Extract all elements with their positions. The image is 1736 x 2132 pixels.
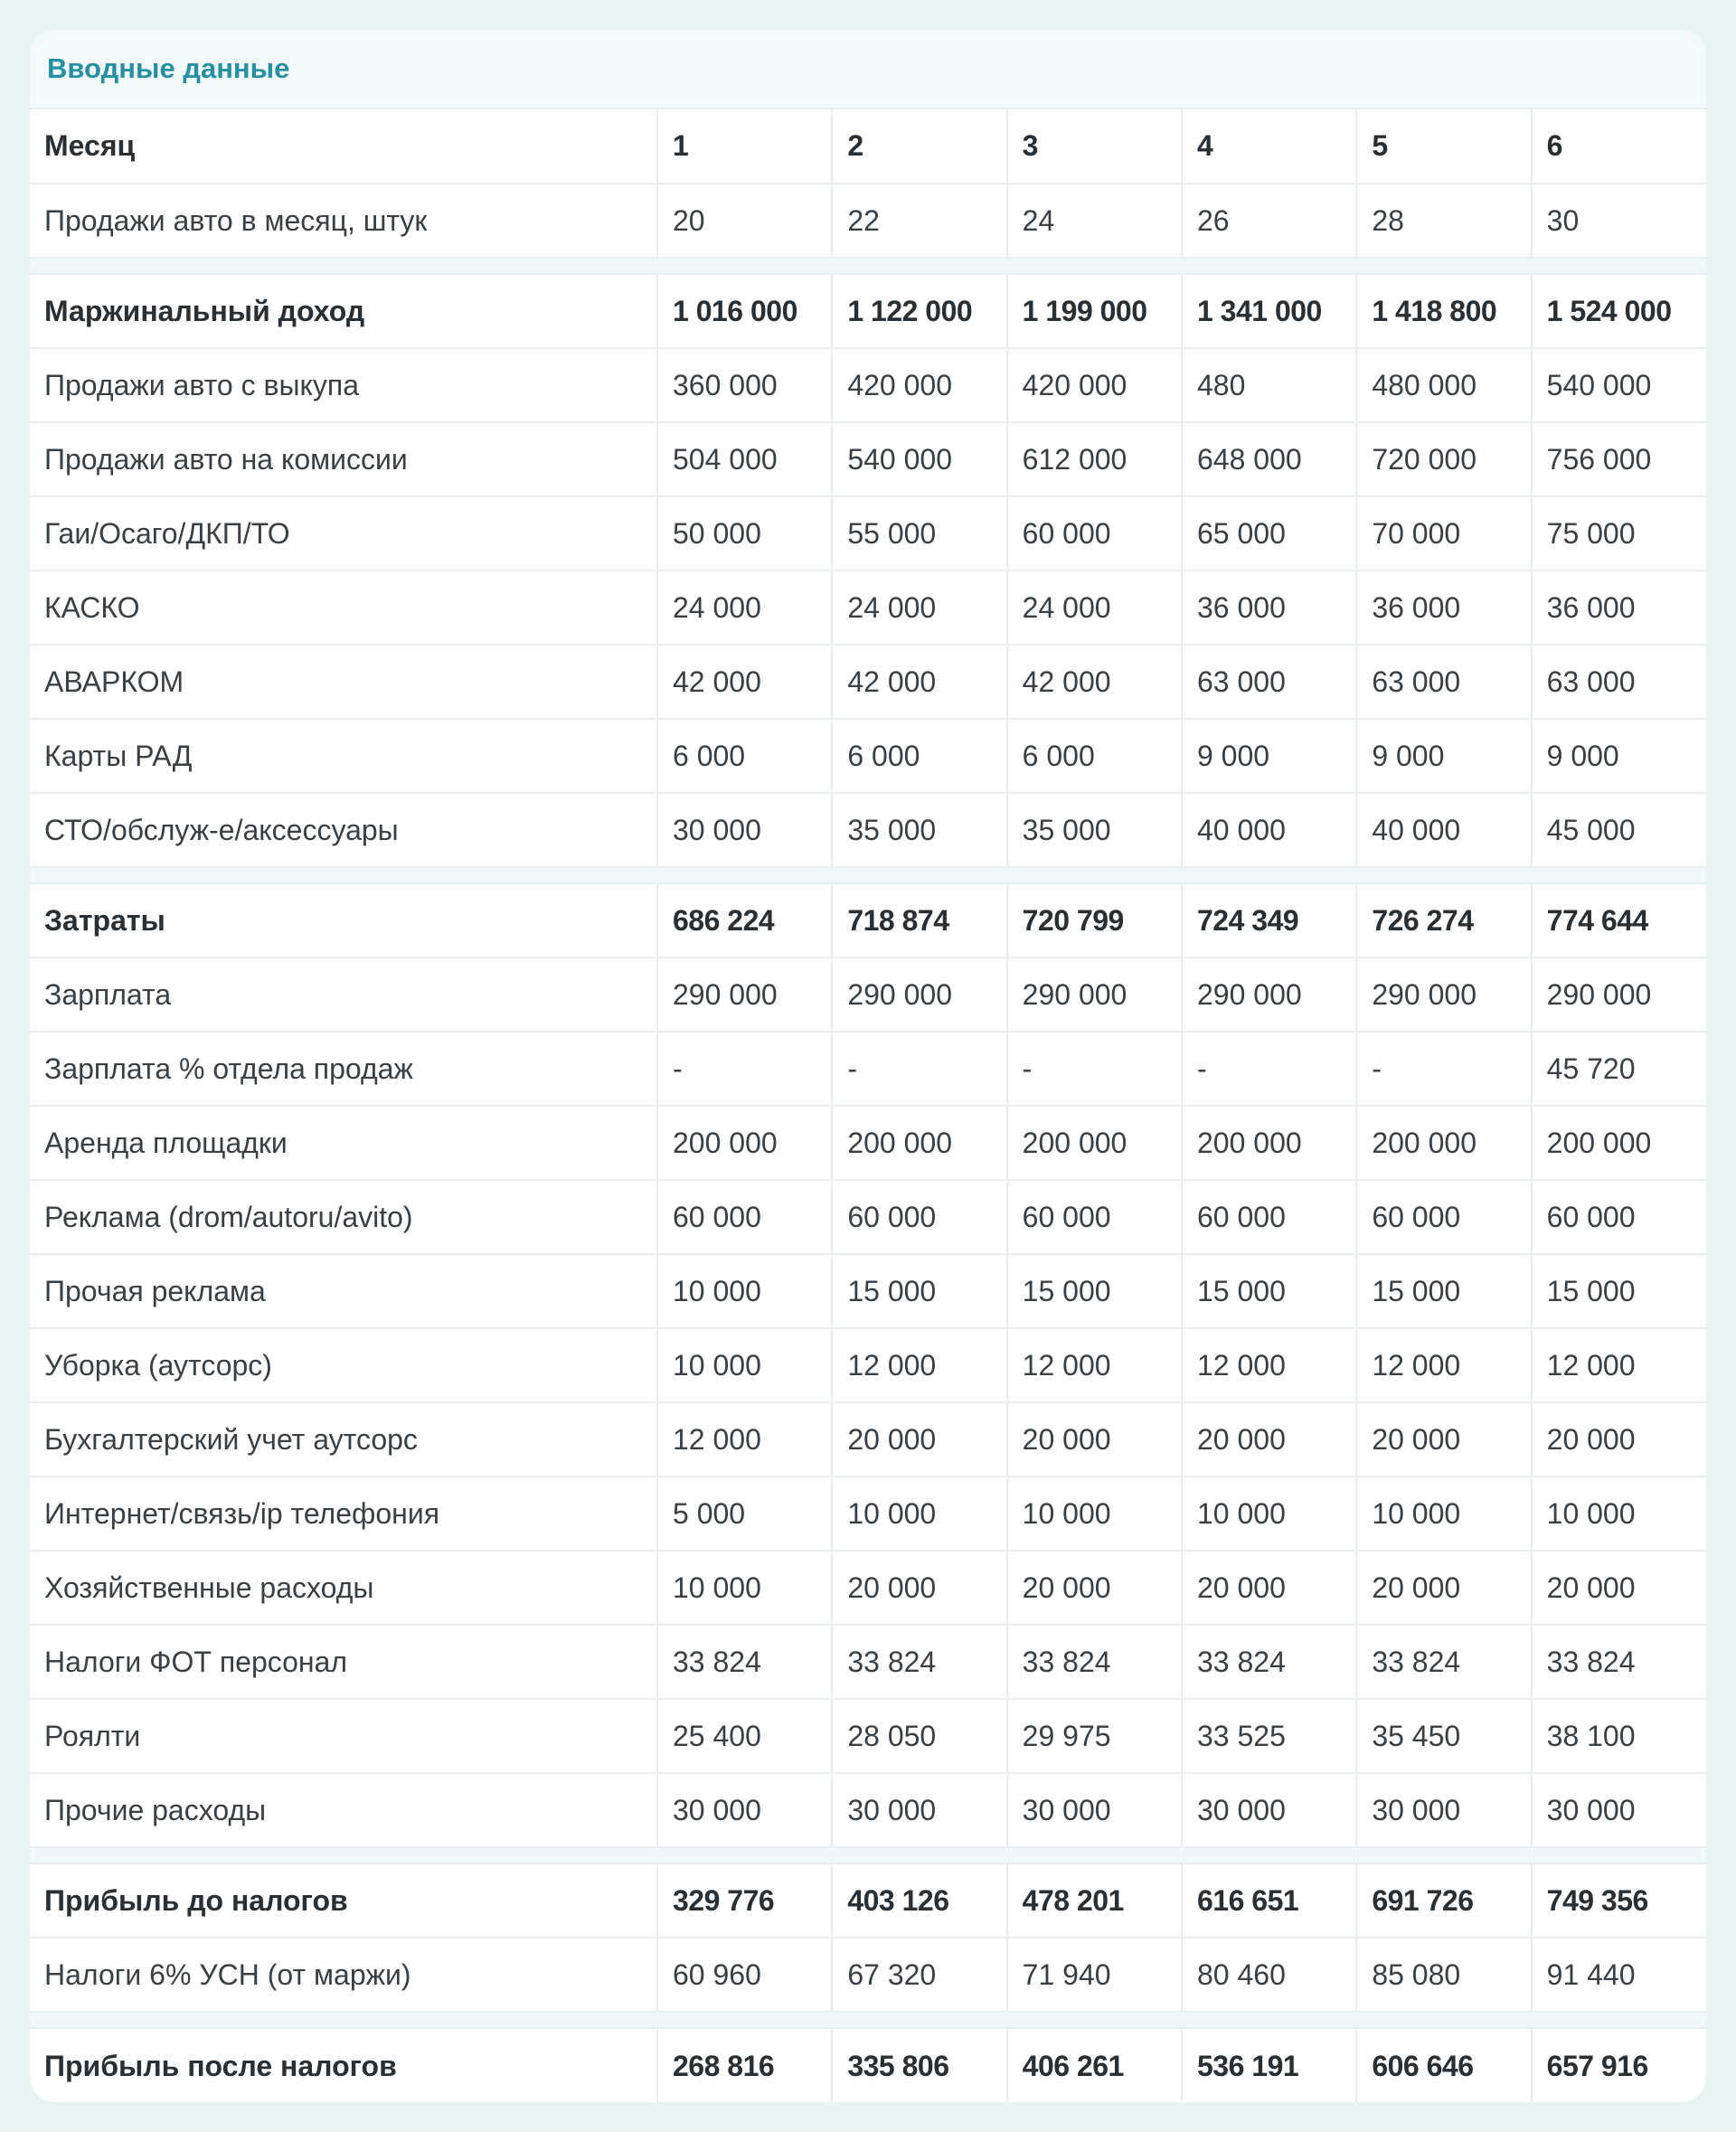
month-header-row: [30, 109, 1706, 184]
value-cell: 36 000: [1182, 571, 1356, 645]
value-cell: 15 000: [1182, 1254, 1356, 1328]
table-row: [30, 1032, 1706, 1106]
value-cell: 20 000: [1007, 1402, 1182, 1476]
value-cell: 774 644: [1532, 883, 1706, 958]
value-cell: 1 418 800: [1356, 274, 1531, 348]
value-cell: 24 000: [657, 571, 832, 645]
separator-cell: [30, 867, 1706, 883]
value-cell: 91 440: [1532, 1938, 1706, 2012]
value-cell: 1 122 000: [832, 274, 1006, 348]
value-cell: 30: [1532, 184, 1706, 258]
row-label: Продажи авто в месяц, штук: [30, 184, 657, 258]
value-cell: 25 400: [657, 1699, 832, 1773]
table-row: [30, 1773, 1706, 1847]
value-cell: 60 960: [657, 1938, 832, 2012]
value-cell: 749 356: [1532, 1863, 1706, 1938]
value-cell: 335 806: [832, 2028, 1006, 2102]
separator-cell: [30, 1847, 1706, 1863]
financial-table: [30, 109, 1706, 2102]
value-cell: 33 525: [1182, 1699, 1356, 1773]
value-cell: 85 080: [1356, 1938, 1531, 2012]
value-cell: 35 000: [832, 793, 1006, 867]
value-cell: 290 000: [1007, 958, 1182, 1032]
value-cell: 22: [832, 184, 1006, 258]
value-cell: 10 000: [1182, 1476, 1356, 1551]
value-cell: 290 000: [1182, 958, 1356, 1032]
row-label: КАСКО: [30, 571, 657, 645]
table-row: [30, 958, 1706, 1032]
row-label: Затраты: [30, 883, 657, 958]
value-cell: 20 000: [1182, 1402, 1356, 1476]
table-row: [30, 1476, 1706, 1551]
value-cell: 12 000: [1007, 1328, 1182, 1402]
table-row: [30, 1180, 1706, 1254]
value-cell: 55 000: [832, 496, 1006, 571]
value-cell: 15 000: [832, 1254, 1006, 1328]
value-cell: 616 651: [1182, 1863, 1356, 1938]
value-cell: 724 349: [1182, 883, 1356, 958]
value-cell: 15 000: [1007, 1254, 1182, 1328]
row-label: Бухгалтерский учет аутсорс: [30, 1402, 657, 1476]
table-row: [30, 719, 1706, 793]
value-cell: 24 000: [832, 571, 1006, 645]
value-cell: 12 000: [657, 1402, 832, 1476]
value-cell: 30 000: [657, 1773, 832, 1847]
value-cell: 540 000: [1532, 348, 1706, 422]
value-cell: 20 000: [1007, 1551, 1182, 1625]
value-cell: 12 000: [1532, 1328, 1706, 1402]
value-cell: 15 000: [1356, 1254, 1531, 1328]
value-cell: 60 000: [1356, 1180, 1531, 1254]
section-separator: [30, 1847, 1706, 1863]
value-cell: 35 450: [1356, 1699, 1531, 1773]
row-label: Хозяйственные расходы: [30, 1551, 657, 1625]
value-cell: 6 000: [657, 719, 832, 793]
value-cell: 10 000: [1356, 1476, 1531, 1551]
row-label: АВАРКОМ: [30, 645, 657, 719]
value-cell: 504 000: [657, 422, 832, 496]
row-label: Прочие расходы: [30, 1773, 657, 1847]
separator-cell: [30, 258, 1706, 274]
value-cell: 756 000: [1532, 422, 1706, 496]
value-cell: 20: [657, 184, 832, 258]
summary-row: [30, 883, 1706, 958]
section-separator: [30, 867, 1706, 883]
table-body: [30, 109, 1706, 2102]
value-cell: 200 000: [1182, 1106, 1356, 1180]
row-label: Уборка (аутсорс): [30, 1328, 657, 1402]
value-cell: 60 000: [1182, 1180, 1356, 1254]
value-cell: -: [1182, 1032, 1356, 1106]
value-cell: 60 000: [1007, 1180, 1182, 1254]
value-cell: 290 000: [1356, 958, 1531, 1032]
value-cell: 33 824: [657, 1625, 832, 1699]
value-cell: 12 000: [832, 1328, 1006, 1402]
table-row: [30, 1328, 1706, 1402]
value-cell: 30 000: [1182, 1773, 1356, 1847]
month-cell: 4: [1182, 109, 1356, 184]
row-label: Месяц: [30, 109, 657, 184]
value-cell: 6 000: [1007, 719, 1182, 793]
value-cell: 10 000: [1007, 1476, 1182, 1551]
section-separator: [30, 2012, 1706, 2028]
value-cell: 50 000: [657, 496, 832, 571]
table-row: [30, 1551, 1706, 1625]
value-cell: 24: [1007, 184, 1182, 258]
value-cell: 480 000: [1356, 348, 1531, 422]
value-cell: 60 000: [1007, 496, 1182, 571]
value-cell: 30 000: [1532, 1773, 1706, 1847]
table-row: [30, 184, 1706, 258]
section-separator: [30, 258, 1706, 274]
value-cell: 5 000: [657, 1476, 832, 1551]
value-cell: 420 000: [832, 348, 1006, 422]
value-cell: 290 000: [832, 958, 1006, 1032]
table-row: [30, 793, 1706, 867]
table-row: [30, 496, 1706, 571]
value-cell: 200 000: [657, 1106, 832, 1180]
table-row: [30, 1402, 1706, 1476]
value-cell: 40 000: [1182, 793, 1356, 867]
card-header: [30, 30, 1706, 109]
value-cell: 24 000: [1007, 571, 1182, 645]
table-row: [30, 645, 1706, 719]
summary-row: [30, 274, 1706, 348]
value-cell: 33 824: [1356, 1625, 1531, 1699]
table-row: [30, 422, 1706, 496]
value-cell: 33 824: [1007, 1625, 1182, 1699]
card-title: Вводные данные: [47, 52, 290, 84]
value-cell: 20 000: [1356, 1402, 1531, 1476]
value-cell: 29 975: [1007, 1699, 1182, 1773]
value-cell: 42 000: [657, 645, 832, 719]
separator-cell: [30, 2012, 1706, 2028]
value-cell: 28: [1356, 184, 1531, 258]
value-cell: 45 720: [1532, 1032, 1706, 1106]
value-cell: 28 050: [832, 1699, 1006, 1773]
value-cell: 720 799: [1007, 883, 1182, 958]
value-cell: 606 646: [1356, 2028, 1531, 2102]
value-cell: 540 000: [832, 422, 1006, 496]
value-cell: 9 000: [1356, 719, 1531, 793]
value-cell: 45 000: [1532, 793, 1706, 867]
value-cell: 200 000: [832, 1106, 1006, 1180]
value-cell: 478 201: [1007, 1863, 1182, 1938]
row-label: Интернет/связь/ip телефония: [30, 1476, 657, 1551]
value-cell: 1 199 000: [1007, 274, 1182, 348]
row-label: Прочая реклама: [30, 1254, 657, 1328]
month-cell: 2: [832, 109, 1006, 184]
row-label: Прибыль до налогов: [30, 1863, 657, 1938]
value-cell: 12 000: [1356, 1328, 1531, 1402]
value-cell: 290 000: [1532, 958, 1706, 1032]
value-cell: 718 874: [832, 883, 1006, 958]
value-cell: 360 000: [657, 348, 832, 422]
table-row: [30, 571, 1706, 645]
value-cell: 30 000: [1356, 1773, 1531, 1847]
value-cell: 6 000: [832, 719, 1006, 793]
value-cell: 9 000: [1182, 719, 1356, 793]
value-cell: 268 816: [657, 2028, 832, 2102]
value-cell: 200 000: [1532, 1106, 1706, 1180]
row-label: Маржинальный доход: [30, 274, 657, 348]
value-cell: 420 000: [1007, 348, 1182, 422]
value-cell: 329 776: [657, 1863, 832, 1938]
month-cell: 1: [657, 109, 832, 184]
value-cell: 26: [1182, 184, 1356, 258]
value-cell: 536 191: [1182, 2028, 1356, 2102]
value-cell: 63 000: [1182, 645, 1356, 719]
row-label: Аренда площадки: [30, 1106, 657, 1180]
value-cell: 406 261: [1007, 2028, 1182, 2102]
value-cell: 33 824: [1182, 1625, 1356, 1699]
row-label: Продажи авто на комиссии: [30, 422, 657, 496]
value-cell: 9 000: [1532, 719, 1706, 793]
value-cell: 10 000: [1532, 1476, 1706, 1551]
value-cell: 480: [1182, 348, 1356, 422]
value-cell: 30 000: [832, 1773, 1006, 1847]
value-cell: 648 000: [1182, 422, 1356, 496]
row-label: Роялти: [30, 1699, 657, 1773]
value-cell: 1 016 000: [657, 274, 832, 348]
value-cell: 35 000: [1007, 793, 1182, 867]
value-cell: 33 824: [1532, 1625, 1706, 1699]
month-cell: 3: [1007, 109, 1182, 184]
row-label: СТО/обслуж-е/аксессуары: [30, 793, 657, 867]
table-row: [30, 1106, 1706, 1180]
value-cell: 20 000: [832, 1551, 1006, 1625]
value-cell: 75 000: [1532, 496, 1706, 571]
row-label: Гаи/Осаго/ДКП/ТО: [30, 496, 657, 571]
value-cell: 20 000: [1182, 1551, 1356, 1625]
table-row: [30, 1625, 1706, 1699]
value-cell: 80 460: [1182, 1938, 1356, 2012]
value-cell: 65 000: [1182, 496, 1356, 571]
summary-row: [30, 1863, 1706, 1938]
value-cell: 720 000: [1356, 422, 1531, 496]
summary-row: [30, 2028, 1706, 2102]
value-cell: 60 000: [1532, 1180, 1706, 1254]
value-cell: 10 000: [657, 1254, 832, 1328]
value-cell: 290 000: [657, 958, 832, 1032]
input-data-card: [30, 30, 1706, 2102]
month-cell: 6: [1532, 109, 1706, 184]
value-cell: 30 000: [1007, 1773, 1182, 1847]
value-cell: 60 000: [657, 1180, 832, 1254]
row-label: Продажи авто с выкупа: [30, 348, 657, 422]
value-cell: 42 000: [832, 645, 1006, 719]
value-cell: 60 000: [832, 1180, 1006, 1254]
row-label: Карты РАД: [30, 719, 657, 793]
value-cell: 612 000: [1007, 422, 1182, 496]
table-row: [30, 1938, 1706, 2012]
value-cell: 15 000: [1532, 1254, 1706, 1328]
value-cell: 20 000: [832, 1402, 1006, 1476]
value-cell: 20 000: [1532, 1551, 1706, 1625]
table-row: [30, 1254, 1706, 1328]
value-cell: 70 000: [1356, 496, 1531, 571]
value-cell: 10 000: [832, 1476, 1006, 1551]
value-cell: 20 000: [1532, 1402, 1706, 1476]
value-cell: 42 000: [1007, 645, 1182, 719]
value-cell: 1 524 000: [1532, 274, 1706, 348]
value-cell: 30 000: [657, 793, 832, 867]
value-cell: 200 000: [1356, 1106, 1531, 1180]
table-row: [30, 348, 1706, 422]
value-cell: -: [1356, 1032, 1531, 1106]
value-cell: 40 000: [1356, 793, 1531, 867]
row-label: Налоги 6% УСН (от маржи): [30, 1938, 657, 2012]
value-cell: 657 916: [1546, 2050, 1648, 2082]
row-label: Прибыль после налогов: [30, 2028, 657, 2102]
value-cell: 33 824: [832, 1625, 1006, 1699]
value-cell: 20 000: [1356, 1551, 1531, 1625]
row-label: Зарплата % отдела продаж: [30, 1032, 657, 1106]
value-cell: 63 000: [1356, 645, 1531, 719]
value-cell: 67 320: [832, 1938, 1006, 2012]
row-label: Реклама (drom/autoru/avito): [30, 1180, 657, 1254]
row-label: Зарплата: [30, 958, 657, 1032]
value-cell: 691 726: [1356, 1863, 1531, 1938]
value-cell: 38 100: [1532, 1699, 1706, 1773]
value-cell: -: [657, 1032, 832, 1106]
value-cell: 71 940: [1007, 1938, 1182, 2012]
table-row: [30, 1699, 1706, 1773]
value-cell: 12 000: [1182, 1328, 1356, 1402]
value-cell: 36 000: [1356, 571, 1531, 645]
value-cell: 1 341 000: [1182, 274, 1356, 348]
row-label: Налоги ФОТ персонал: [30, 1625, 657, 1699]
month-cell: 5: [1356, 109, 1531, 184]
value-cell: 200 000: [1007, 1106, 1182, 1180]
value-cell: 63 000: [1532, 645, 1706, 719]
value-cell: 403 126: [832, 1863, 1006, 1938]
value-cell: -: [832, 1032, 1006, 1106]
value-cell: 10 000: [657, 1328, 832, 1402]
value-cell: 686 224: [657, 883, 832, 958]
value-cell: 36 000: [1532, 571, 1706, 645]
value-cell: -: [1007, 1032, 1182, 1106]
value-cell: 10 000: [657, 1551, 832, 1625]
value-cell: 726 274: [1356, 883, 1531, 958]
